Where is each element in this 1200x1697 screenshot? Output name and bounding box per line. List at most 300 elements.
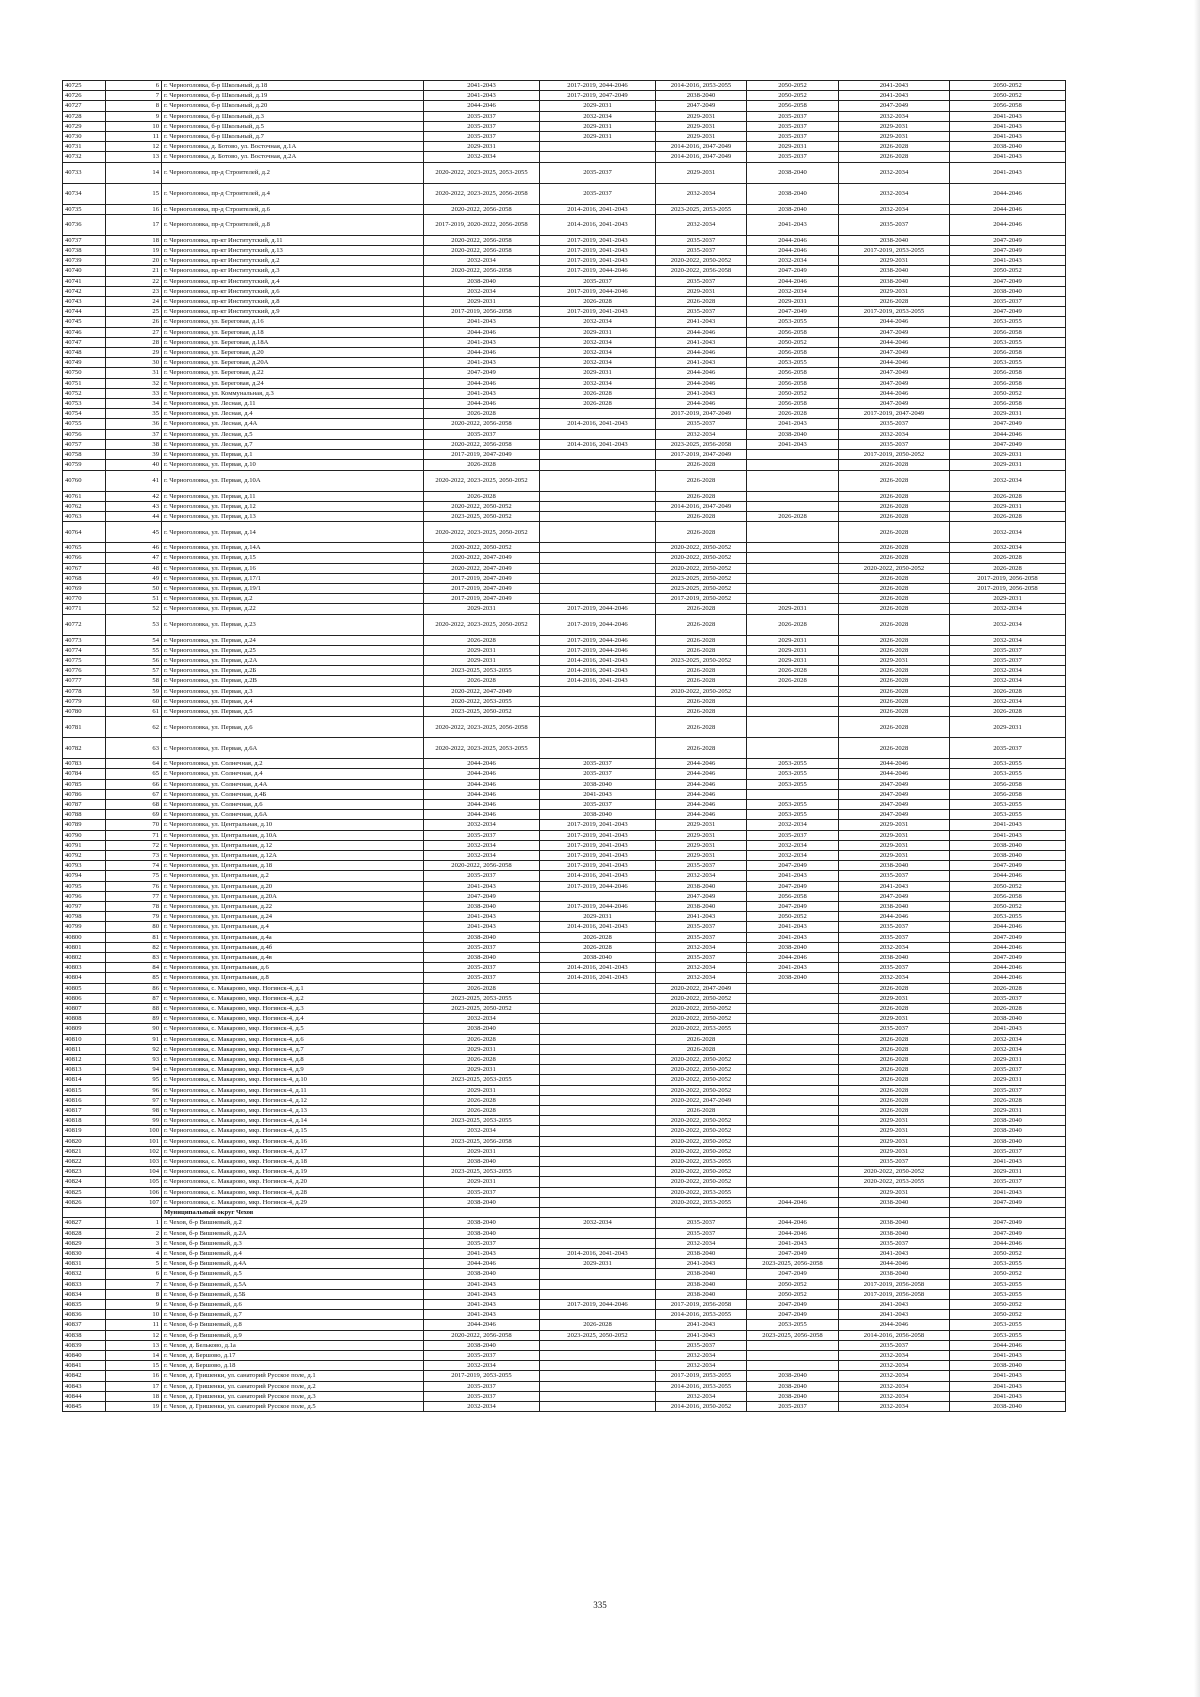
row-number-cell: 24 <box>106 297 162 307</box>
period-col-1-cell: 2020-2022, 2023-2025, 2050-2052 <box>424 614 540 635</box>
period-col-4-cell: 2056-2058 <box>747 327 839 337</box>
period-col-3-cell: 2035-2037 <box>656 953 747 963</box>
row-id-cell: 40833 <box>63 1279 106 1289</box>
row-id-cell: 40832 <box>63 1269 106 1279</box>
period-col-5-cell: 2038-2040 <box>839 861 950 871</box>
period-col-4-cell <box>747 983 839 993</box>
table-row <box>63 501 1066 511</box>
period-col-2-cell <box>540 1014 656 1024</box>
address-cell: г. Черноголовка, ул. Солнечная, д.4А <box>162 779 424 789</box>
address-cell: г. Чехов, б-р Вишневый, д.5 <box>162 1269 424 1279</box>
period-col-2-cell <box>540 1238 656 1248</box>
address-cell: г. Черноголовка, ул. Первая, д.22 <box>162 604 424 614</box>
period-col-3-cell: 2035-2037 <box>656 235 747 245</box>
table-row <box>63 1381 1066 1391</box>
period-col-4-cell: 2026-2028 <box>747 511 839 521</box>
period-col-2-cell: 2032-2034 <box>540 1218 656 1228</box>
period-col-3-cell: 2023-2025, 2053-2055 <box>656 204 747 214</box>
period-col-5-cell: 2026-2028 <box>839 696 950 706</box>
address-cell: г. Черноголовка, б-р Школьный, д.3 <box>162 111 424 121</box>
period-col-2-cell: 2035-2037 <box>540 759 656 769</box>
address-cell: г. Черноголовка, ул. Первая, д.2Б <box>162 666 424 676</box>
row-number-cell: 8 <box>106 101 162 111</box>
row-number-cell: 6 <box>106 1269 162 1279</box>
address-cell: г. Черноголовка, с. Макарово, мкр. Ногинск-4, д.17 <box>162 1146 424 1156</box>
row-number-cell: 4 <box>106 1248 162 1258</box>
row-id-cell: 40782 <box>63 738 106 759</box>
period-col-1-cell: 2044-2046 <box>424 1320 540 1330</box>
period-col-6-cell: 2041-2043 <box>950 162 1066 183</box>
period-col-2-cell: 2035-2037 <box>540 769 656 779</box>
section-row <box>63 1208 1066 1218</box>
table-row <box>63 1146 1066 1156</box>
period-col-6-cell: 2032-2034 <box>950 543 1066 553</box>
period-col-3-cell: 2020-2022, 2050-2052 <box>656 1136 747 1146</box>
period-col-6-cell: 2041-2043 <box>950 152 1066 162</box>
period-col-5-cell: 2029-2031 <box>839 132 950 142</box>
period-col-2-cell: 2017-2019, 2041-2043 <box>540 820 656 830</box>
period-col-6-cell: 2038-2040 <box>950 1361 1066 1371</box>
row-id-cell: 40795 <box>63 881 106 891</box>
row-id-cell: 40798 <box>63 912 106 922</box>
period-col-1-cell: 2041-2043 <box>424 1299 540 1309</box>
table-row <box>63 871 1066 881</box>
row-id-cell: 40755 <box>63 419 106 429</box>
period-col-1-cell: 2047-2049 <box>424 891 540 901</box>
period-col-3-cell: 2044-2046 <box>656 399 747 409</box>
period-col-1-cell: 2032-2034 <box>424 850 540 860</box>
period-col-5-cell: 2014-2016, 2056-2058 <box>839 1330 950 1340</box>
period-col-6-cell: 2056-2058 <box>950 779 1066 789</box>
period-col-5-cell: 2035-2037 <box>839 214 950 235</box>
address-cell: г. Чехов, б-р Вишневый, д.5Б <box>162 1289 424 1299</box>
row-id-cell: 40844 <box>63 1391 106 1401</box>
row-number-cell: 7 <box>106 91 162 101</box>
period-col-1-cell: 2035-2037 <box>424 830 540 840</box>
period-col-6-cell: 2056-2058 <box>950 378 1066 388</box>
period-col-4-cell: 2053-2055 <box>747 1320 839 1330</box>
period-col-6-cell: 2026-2028 <box>950 511 1066 521</box>
row-id-cell: 40770 <box>63 594 106 604</box>
table-row <box>63 1361 1066 1371</box>
period-col-2-cell: 2017-2019, 2047-2049 <box>540 91 656 101</box>
period-col-3-cell: 2044-2046 <box>656 327 747 337</box>
row-id-cell: 40791 <box>63 840 106 850</box>
period-col-1-cell: 2020-2022, 2050-2052 <box>424 543 540 553</box>
period-col-5-cell: 2029-2031 <box>839 1187 950 1197</box>
period-col-5-cell: 2017-2019, 2050-2052 <box>839 450 950 460</box>
period-col-1-cell: 2023-2025, 2053-2055 <box>424 666 540 676</box>
row-number-cell: 53 <box>106 614 162 635</box>
table-row <box>63 307 1066 317</box>
address-cell: г. Черноголовка, ул. Первая, д.15 <box>162 553 424 563</box>
table-row <box>63 1044 1066 1054</box>
period-col-6-cell: 2041-2043 <box>950 1381 1066 1391</box>
row-number-cell: 27 <box>106 327 162 337</box>
table-row <box>63 1136 1066 1146</box>
period-col-3-cell: 2047-2049 <box>656 891 747 901</box>
period-col-1-cell: 2017-2019, 2020-2022, 2056-2058 <box>424 214 540 235</box>
period-col-1-cell: 2029-2031 <box>424 297 540 307</box>
period-col-3-cell: 2044-2046 <box>656 759 747 769</box>
period-col-5-cell: 2026-2028 <box>839 1095 950 1105</box>
period-col-5-cell: 2047-2049 <box>839 399 950 409</box>
period-col-3-cell: 2026-2028 <box>656 1106 747 1116</box>
period-col-6-cell: 2029-2031 <box>950 594 1066 604</box>
row-number-cell: 58 <box>106 676 162 686</box>
period-col-2-cell: 2032-2034 <box>540 317 656 327</box>
row-number-cell: 60 <box>106 696 162 706</box>
row-id-cell: 40759 <box>63 460 106 470</box>
table-row <box>63 1228 1066 1238</box>
address-cell: г. Черноголовка, ул. Центральная, д.20А <box>162 891 424 901</box>
period-col-5-cell: 2032-2034 <box>839 183 950 204</box>
period-col-5-cell: 2041-2043 <box>839 1310 950 1320</box>
address-cell: г. Черноголовка, с. Макарово, мкр. Ногинск-4, д.13 <box>162 1106 424 1116</box>
row-id-cell: 40845 <box>63 1401 106 1411</box>
period-col-3-cell: 2020-2022, 2047-2049 <box>656 1095 747 1105</box>
period-col-2-cell: 2017-2019, 2041-2043 <box>540 830 656 840</box>
period-col-1-cell: 2026-2028 <box>424 1034 540 1044</box>
row-number-cell: 39 <box>106 450 162 460</box>
period-col-6-cell: 2029-2031 <box>950 1106 1066 1116</box>
period-col-5-cell: 2038-2040 <box>839 1269 950 1279</box>
period-col-1-cell: 2038-2040 <box>424 902 540 912</box>
row-id-cell: 40737 <box>63 235 106 245</box>
period-col-1-cell: 2026-2028 <box>424 491 540 501</box>
period-col-1-cell: 2020-2022, 2023-2025, 2056-2058 <box>424 717 540 738</box>
period-col-4-cell: 2056-2058 <box>747 368 839 378</box>
row-number-cell: 34 <box>106 399 162 409</box>
row-id-cell: 40769 <box>63 583 106 593</box>
row-id-cell: 40730 <box>63 132 106 142</box>
row-number-cell: 28 <box>106 337 162 347</box>
row-number-cell: 20 <box>106 256 162 266</box>
table-row <box>63 450 1066 460</box>
period-col-6-cell: 2056-2058 <box>950 348 1066 358</box>
period-col-6-cell: 2053-2055 <box>950 1259 1066 1269</box>
period-col-6-cell: 2053-2055 <box>950 337 1066 347</box>
table-row <box>63 111 1066 121</box>
period-col-2-cell <box>540 1146 656 1156</box>
period-col-5-cell: 2035-2037 <box>839 963 950 973</box>
period-col-5-cell: 2047-2049 <box>839 789 950 799</box>
row-id-cell: 40820 <box>63 1136 106 1146</box>
period-col-1-cell: 2041-2043 <box>424 317 540 327</box>
row-id-cell: 40801 <box>63 942 106 952</box>
period-col-2-cell <box>540 573 656 583</box>
period-col-5-cell: 2035-2037 <box>839 922 950 932</box>
table-row <box>63 378 1066 388</box>
address-cell: г. Черноголовка, ул. Центральная, д.6 <box>162 963 424 973</box>
row-number-cell: 76 <box>106 881 162 891</box>
table-row <box>63 891 1066 901</box>
address-cell: г. Черноголовка, ул. Центральная, д.18 <box>162 861 424 871</box>
table-row <box>63 1310 1066 1320</box>
table-row <box>63 706 1066 716</box>
address-cell: г. Черноголовка, ул. Первая, д.4 <box>162 696 424 706</box>
period-col-5-cell: 2029-2031 <box>839 820 950 830</box>
table-row <box>63 1320 1066 1330</box>
period-col-3-cell: 2026-2028 <box>656 717 747 738</box>
row-id-cell: 40784 <box>63 769 106 779</box>
period-col-1-cell: 2032-2034 <box>424 1361 540 1371</box>
row-id-cell: 40725 <box>63 81 106 91</box>
table-row <box>63 1340 1066 1350</box>
period-col-2-cell <box>540 491 656 501</box>
period-col-3-cell: 2029-2031 <box>656 286 747 296</box>
period-col-3-cell: 2044-2046 <box>656 789 747 799</box>
period-col-1-cell: 2038-2040 <box>424 953 540 963</box>
address-cell: г. Чехов, б-р Вишневый, д.8 <box>162 1320 424 1330</box>
table-row <box>63 635 1066 645</box>
period-col-4-cell <box>747 594 839 604</box>
period-col-6-cell: 2047-2049 <box>950 861 1066 871</box>
period-col-6-cell: 2029-2031 <box>950 450 1066 460</box>
period-col-3-cell: 2035-2037 <box>656 419 747 429</box>
table-row <box>63 1075 1066 1085</box>
period-col-3-cell: 2026-2028 <box>656 1044 747 1054</box>
period-col-4-cell: 2038-2040 <box>747 1391 839 1401</box>
table-row <box>63 152 1066 162</box>
row-number-cell: 94 <box>106 1065 162 1075</box>
period-col-5-cell: 2026-2028 <box>839 573 950 583</box>
period-col-2-cell: 2014-2016, 2041-2043 <box>540 676 656 686</box>
period-col-5-cell: 2017-2019, 2053-2055 <box>839 307 950 317</box>
period-col-3-cell: 2032-2034 <box>656 429 747 439</box>
period-col-1-cell: 2029-2031 <box>424 604 540 614</box>
period-col-2-cell <box>540 1279 656 1289</box>
period-col-6-cell: 2029-2031 <box>950 717 1066 738</box>
period-col-4-cell: 2041-2043 <box>747 932 839 942</box>
period-col-5-cell: 2026-2028 <box>839 614 950 635</box>
period-col-1-cell: 2029-2031 <box>424 1146 540 1156</box>
row-id-cell: 40804 <box>63 973 106 983</box>
period-col-6-cell: 2047-2049 <box>950 307 1066 317</box>
table-row <box>63 861 1066 871</box>
table-row <box>63 429 1066 439</box>
period-col-3-cell: 2026-2028 <box>656 511 747 521</box>
row-number-cell: 91 <box>106 1034 162 1044</box>
address-cell: г. Черноголовка, д. Ботово, ул. Восточная, д.2А <box>162 152 424 162</box>
row-id-cell: 40822 <box>63 1157 106 1167</box>
period-col-5-cell: 2026-2028 <box>839 1106 950 1116</box>
period-col-4-cell: 2026-2028 <box>747 666 839 676</box>
period-col-3-cell: 2032-2034 <box>656 1391 747 1401</box>
period-col-5-cell: 2020-2022, 2053-2055 <box>839 1177 950 1187</box>
address-cell: Муниципальный округ Чехов <box>162 1208 424 1218</box>
address-cell: г. Черноголовка, ул. Центральная, д.4б <box>162 942 424 952</box>
period-col-4-cell <box>747 1095 839 1105</box>
period-col-2-cell: 2017-2019, 2041-2043 <box>540 256 656 266</box>
address-cell: г. Черноголовка, ул. Лесная, д.11 <box>162 399 424 409</box>
period-col-1-cell: 2035-2037 <box>424 871 540 881</box>
period-col-1-cell: 2041-2043 <box>424 1248 540 1258</box>
period-col-4-cell <box>747 1187 839 1197</box>
period-col-6-cell: 2038-2040 <box>950 142 1066 152</box>
period-col-2-cell: 2017-2019, 2044-2046 <box>540 266 656 276</box>
period-col-2-cell <box>540 706 656 716</box>
row-number-cell: 15 <box>106 183 162 204</box>
period-col-5-cell: 2044-2046 <box>839 388 950 398</box>
address-cell: г. Чехов, б-р Вишневый, д.6 <box>162 1299 424 1309</box>
table-row <box>63 1126 1066 1136</box>
period-col-3-cell: 2026-2028 <box>656 604 747 614</box>
address-cell: г. Черноголовка, б-р Школьный, д.5 <box>162 121 424 131</box>
period-col-6-cell: 2041-2043 <box>950 820 1066 830</box>
period-col-6-cell: 2032-2034 <box>950 614 1066 635</box>
period-col-5-cell: 2044-2046 <box>839 358 950 368</box>
row-number-cell: 5 <box>106 1259 162 1269</box>
period-col-1-cell: 2020-2022, 2053-2055 <box>424 696 540 706</box>
period-col-1-cell: 2032-2034 <box>424 1014 540 1024</box>
row-number-cell: 52 <box>106 604 162 614</box>
period-col-1-cell: 2041-2043 <box>424 91 540 101</box>
row-id-cell: 40803 <box>63 963 106 973</box>
period-col-2-cell: 2029-2031 <box>540 368 656 378</box>
period-col-4-cell <box>747 686 839 696</box>
period-col-5-cell: 2029-2031 <box>839 655 950 665</box>
period-col-3-cell: 2020-2022, 2050-2052 <box>656 1167 747 1177</box>
period-col-1-cell: 2017-2019, 2047-2049 <box>424 450 540 460</box>
period-col-2-cell <box>540 1075 656 1085</box>
period-col-6-cell: 2035-2037 <box>950 738 1066 759</box>
period-col-2-cell: 2032-2034 <box>540 111 656 121</box>
period-col-2-cell <box>540 142 656 152</box>
table-row <box>63 983 1066 993</box>
period-col-2-cell <box>540 717 656 738</box>
period-col-3-cell: 2044-2046 <box>656 799 747 809</box>
period-col-3-cell: 2014-2016, 2047-2049 <box>656 142 747 152</box>
period-col-2-cell <box>540 1177 656 1187</box>
period-col-2-cell: 2026-2028 <box>540 297 656 307</box>
period-col-1-cell: 2023-2025, 2053-2055 <box>424 1075 540 1085</box>
period-col-1-cell: 2023-2025, 2053-2055 <box>424 1167 540 1177</box>
row-id-cell: 40780 <box>63 706 106 716</box>
period-col-5-cell: 2041-2043 <box>839 91 950 101</box>
row-number-cell: 93 <box>106 1055 162 1065</box>
period-col-5-cell: 2044-2046 <box>839 317 950 327</box>
period-col-5-cell: 2026-2028 <box>839 666 950 676</box>
period-col-6-cell: 2035-2037 <box>950 993 1066 1003</box>
period-col-1-cell: 2020-2022, 2056-2058 <box>424 266 540 276</box>
row-id-cell: 40776 <box>63 666 106 676</box>
table-row <box>63 522 1066 543</box>
period-col-1-cell: 2020-2022, 2023-2025, 2050-2052 <box>424 522 540 543</box>
address-cell: г. Черноголовка, ул. Центральная, д.4а <box>162 932 424 942</box>
row-number-cell: 15 <box>106 1361 162 1371</box>
table-row <box>63 1177 1066 1187</box>
period-col-4-cell <box>747 1085 839 1095</box>
period-col-1-cell: 2017-2019, 2053-2055 <box>424 1371 540 1381</box>
period-col-3-cell <box>656 1208 747 1218</box>
row-number-cell: 6 <box>106 81 162 91</box>
row-number-cell: 95 <box>106 1075 162 1085</box>
period-col-2-cell <box>540 152 656 162</box>
row-id-cell: 40843 <box>63 1381 106 1391</box>
period-col-6-cell: 2044-2046 <box>950 963 1066 973</box>
period-col-5-cell: 2047-2049 <box>839 810 950 820</box>
period-col-1-cell: 2017-2019, 2056-2058 <box>424 307 540 317</box>
row-id-cell: 40740 <box>63 266 106 276</box>
address-cell: г. Чехов, д. Гришенки, ул. санаторий Русское поле, д.3 <box>162 1391 424 1401</box>
row-number-cell: 23 <box>106 286 162 296</box>
period-col-3-cell: 2014-2016, 2047-2049 <box>656 152 747 162</box>
row-id-cell: 40763 <box>63 511 106 521</box>
period-col-6-cell: 2029-2031 <box>950 1075 1066 1085</box>
period-col-4-cell <box>747 522 839 543</box>
period-col-6-cell: 2050-2052 <box>950 81 1066 91</box>
period-col-4-cell <box>747 1024 839 1034</box>
row-number-cell: 83 <box>106 953 162 963</box>
row-number-cell: 13 <box>106 1340 162 1350</box>
row-number-cell: 46 <box>106 543 162 553</box>
row-id-cell: 40816 <box>63 1095 106 1105</box>
period-col-5-cell: 2029-2031 <box>839 993 950 1003</box>
period-col-3-cell: 2038-2040 <box>656 1279 747 1289</box>
period-col-6-cell: 2050-2052 <box>950 902 1066 912</box>
row-id-cell: 40766 <box>63 553 106 563</box>
row-id-cell: 40810 <box>63 1034 106 1044</box>
row-id-cell: 40772 <box>63 614 106 635</box>
period-col-4-cell: 2041-2043 <box>747 963 839 973</box>
period-col-3-cell: 2020-2022, 2050-2052 <box>656 543 747 553</box>
row-id-cell: 40777 <box>63 676 106 686</box>
row-number-cell: 30 <box>106 358 162 368</box>
period-col-1-cell: 2020-2022, 2056-2058 <box>424 861 540 871</box>
period-col-2-cell: 2038-2040 <box>540 779 656 789</box>
period-col-2-cell <box>540 1269 656 1279</box>
period-col-5-cell: 2020-2022, 2050-2052 <box>839 1167 950 1177</box>
period-col-5-cell: 2026-2028 <box>839 676 950 686</box>
period-col-4-cell <box>747 1075 839 1085</box>
period-col-1-cell: 2038-2040 <box>424 1228 540 1238</box>
period-col-2-cell: 2029-2031 <box>540 101 656 111</box>
row-id-cell: 40806 <box>63 993 106 1003</box>
row-number-cell: 10 <box>106 121 162 131</box>
address-cell: г. Черноголовка, б-р Школьный, д.7 <box>162 132 424 142</box>
period-col-1-cell: 2041-2043 <box>424 337 540 347</box>
period-col-2-cell: 2026-2028 <box>540 399 656 409</box>
period-col-5-cell: 2041-2043 <box>839 881 950 891</box>
period-col-6-cell: 2044-2046 <box>950 1238 1066 1248</box>
period-col-2-cell <box>540 1065 656 1075</box>
period-col-5-cell: 2026-2028 <box>839 553 950 563</box>
period-col-1-cell: 2035-2037 <box>424 429 540 439</box>
period-col-6-cell: 2056-2058 <box>950 399 1066 409</box>
period-col-2-cell <box>540 1371 656 1381</box>
period-col-2-cell: 2014-2016, 2041-2043 <box>540 214 656 235</box>
period-col-6-cell: 2041-2043 <box>950 1157 1066 1167</box>
period-col-2-cell <box>540 1024 656 1034</box>
period-col-2-cell <box>540 1126 656 1136</box>
table-row <box>63 543 1066 553</box>
period-col-6-cell: 2032-2034 <box>950 635 1066 645</box>
period-col-2-cell <box>540 891 656 901</box>
period-col-6-cell: 2032-2034 <box>950 522 1066 543</box>
table-row <box>63 696 1066 706</box>
row-id-cell: 40773 <box>63 635 106 645</box>
period-col-1-cell: 2020-2022, 2047-2049 <box>424 563 540 573</box>
table-row <box>63 358 1066 368</box>
period-col-6-cell: 2032-2034 <box>950 676 1066 686</box>
period-col-1-cell: 2032-2034 <box>424 1401 540 1411</box>
period-col-4-cell <box>747 1034 839 1044</box>
row-id-cell: 40841 <box>63 1361 106 1371</box>
period-col-2-cell <box>540 1187 656 1197</box>
period-col-5-cell: 2035-2037 <box>839 932 950 942</box>
period-col-3-cell: 2020-2022, 2050-2052 <box>656 1065 747 1075</box>
